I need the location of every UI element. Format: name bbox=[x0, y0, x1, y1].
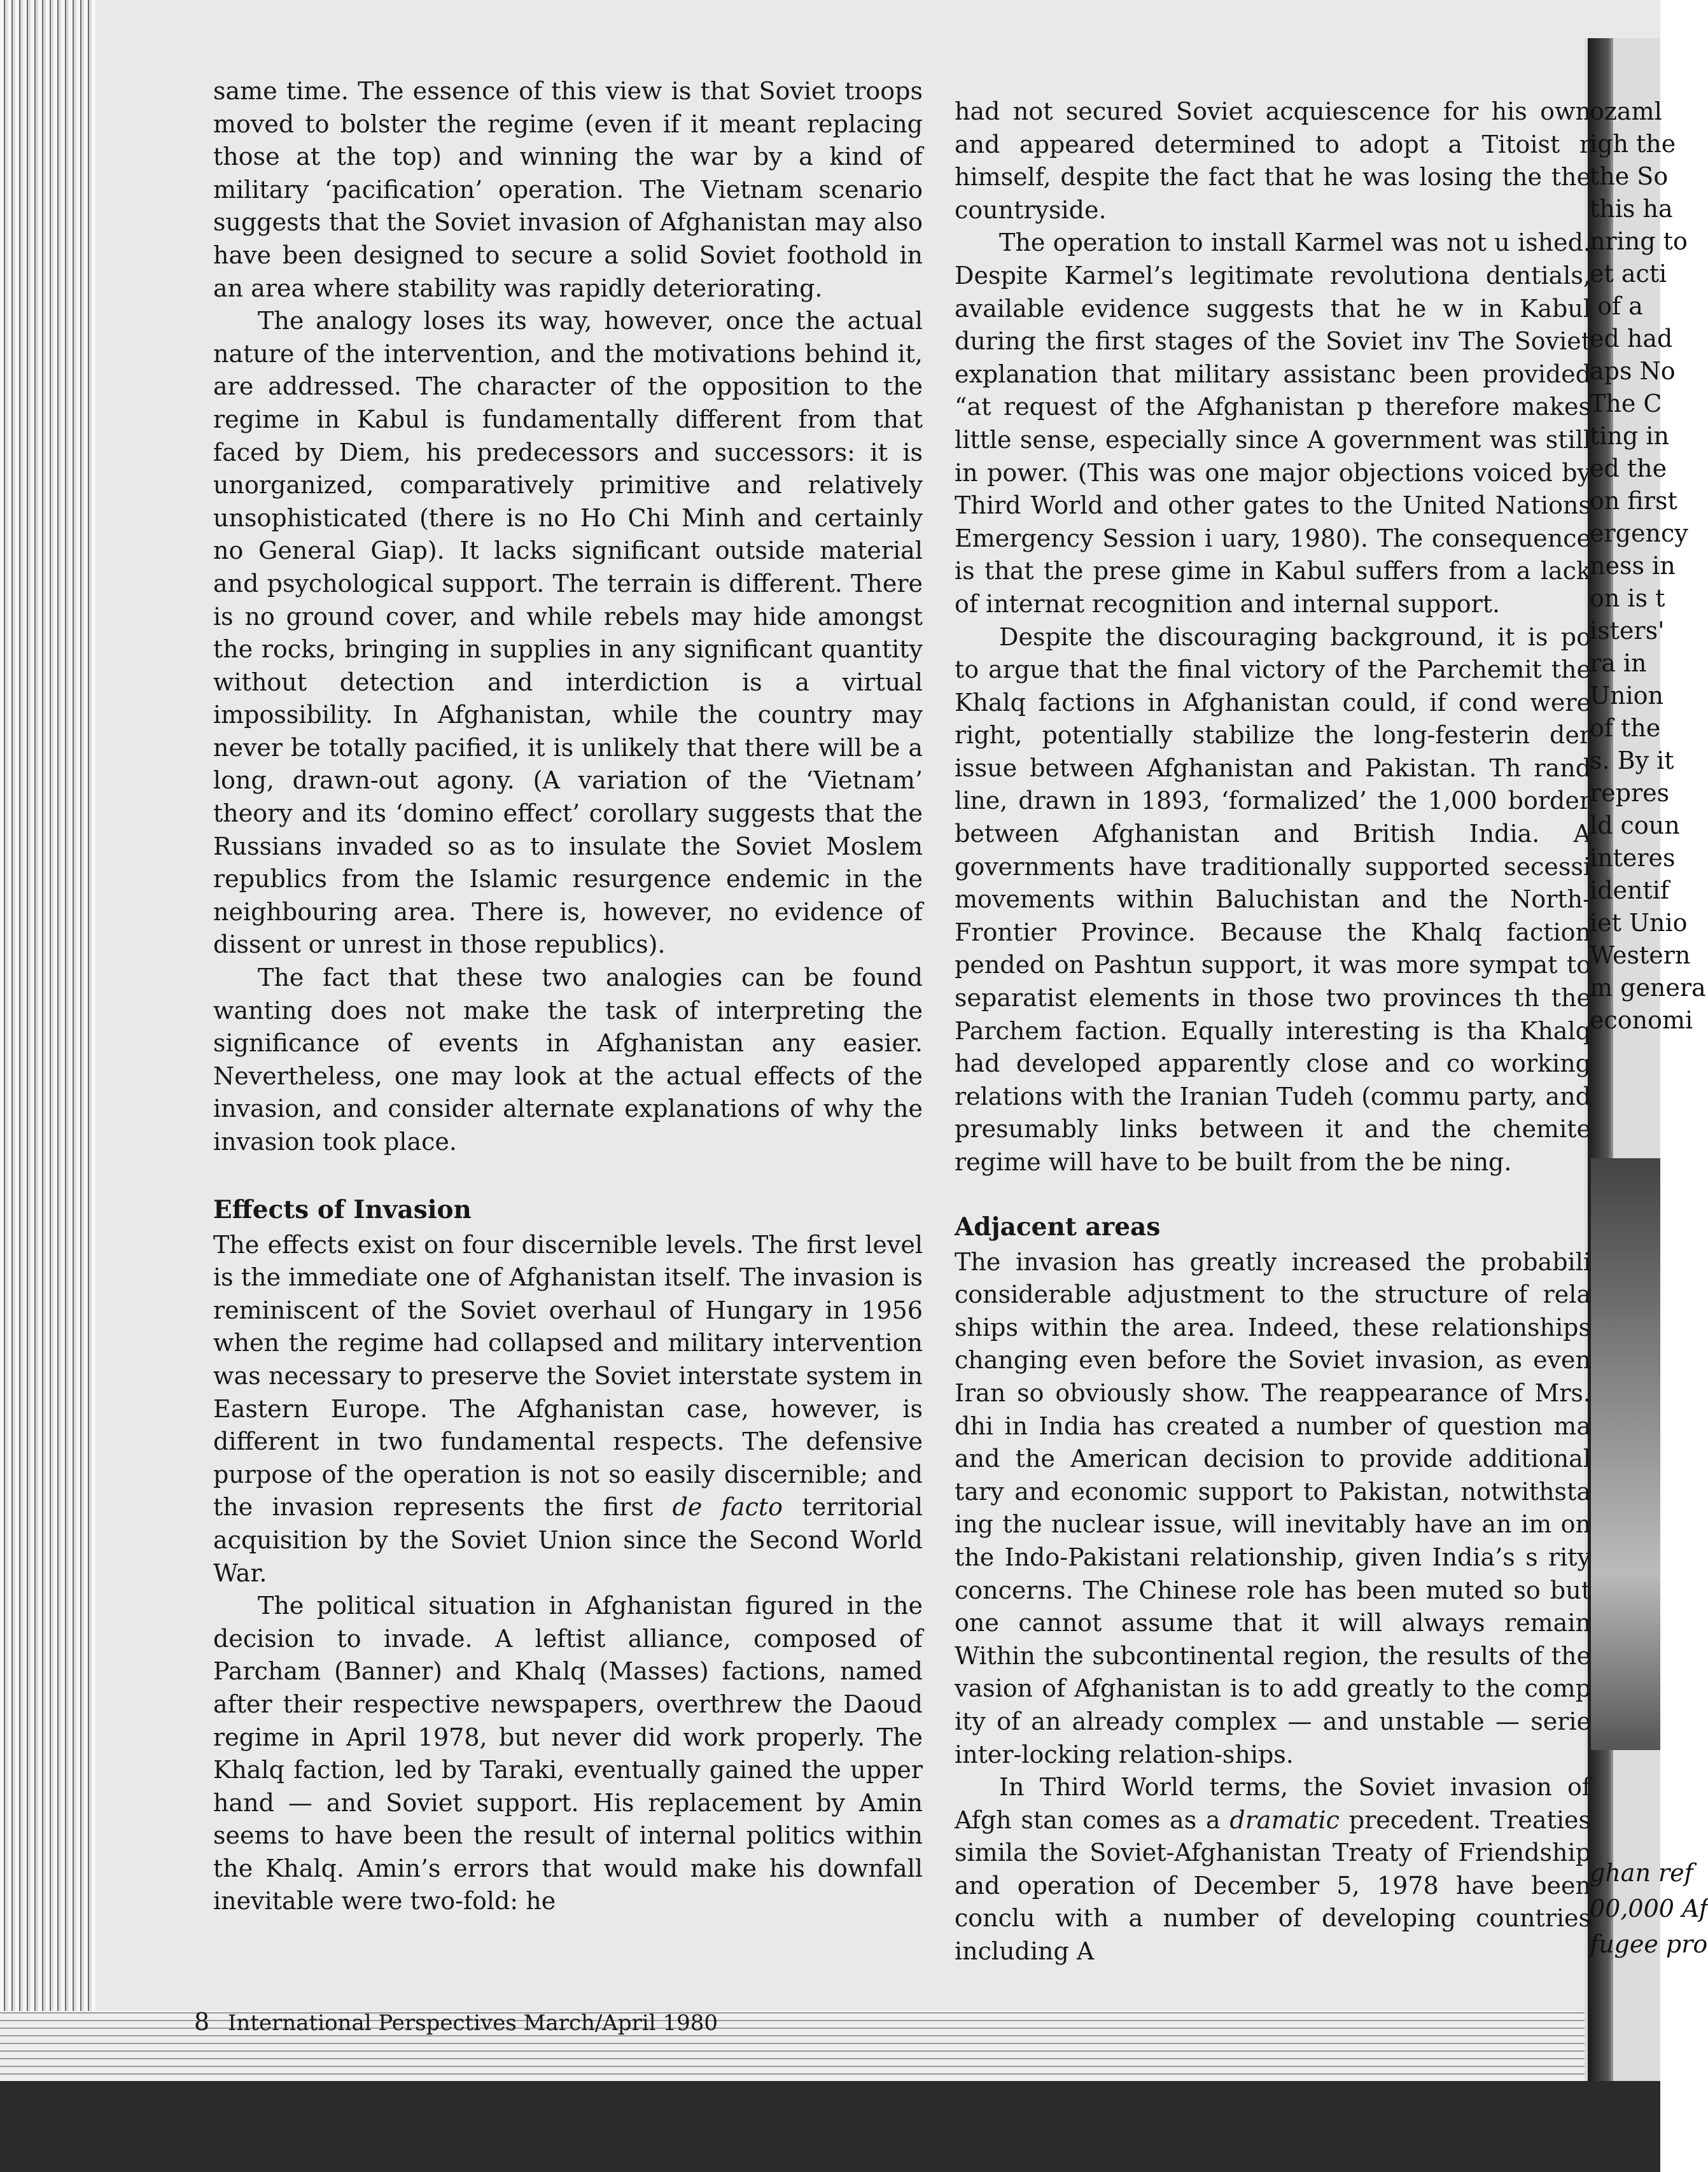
paragraph: had not secured Soviet acquiescence for his own and appeared determined to adopt a Titoist r himself, despite the fact that he was losing the the countryside. bbox=[955, 97, 1591, 224]
paragraph: The fact that these two analogies can be found wanting does not make the task of interpreting the significance of events in Afghanistan any easier. Nevertheless, one may look at the actual effects of the invasion, and consider alternate explanations of why the invasion took place. bbox=[213, 963, 923, 1156]
scan-bottom-border bbox=[0, 2081, 1660, 2172]
paragraph: In Third World terms, the Soviet invasion of Afgh stan comes as a dramatic precedent. Treaties simila the Soviet-Afghanistan Treaty of Friendship and operation of December 5, 1978 have been conclu with a number of developing countries including A bbox=[955, 1773, 1591, 1966]
page-edges bbox=[0, 0, 95, 2172]
insert-strip-text-upper: ozaml igh the the So this ha nring to et acti of a ed had aps No The C ting in ed the on first ergency ness in on is t isters' ra in Union of the s. By it repres ld coun interes identif iet Unio Western m genera economi bbox=[1590, 97, 1706, 1034]
page-number: 8 bbox=[194, 2008, 210, 2036]
paragraph: The invasion has greatly increased the probabili considerable adjustment to the structure of rela ships within the area. Indeed, these relationships changing even before the Soviet invasion, as even Iran so obviously show. The reappearance of Mrs. dhi in India has created a number of question ma and the American decision to provide additional tary and economic support to Pakistan, notwithsta ing the nuclear issue, will inevitably have an im on the Indo-Pakistani relationship, given India’s s rity concerns. The Chinese role has been muted so but one cannot assume that it will always remain Within the subcontinental region, the results of the vasion of Afghanistan is to add greatly to the comp ity of an already complex — and unstable — serie inter-locking relation-ships. bbox=[955, 1247, 1591, 1769]
paragraph: The political situation in Afghanistan figured in the decision to invade. A leftist alliance, composed of Parcham (Banner) and Khalq (Masses) factions, named after their respective newspapers, overthrew the Daoud regime in April 1978, but never did work properly. The Khalq faction, led by Taraki, eventually gained the upper hand — and Soviet support. His replacement by Amin seems to have been the result of internal politics within the Khalq. Amin’s errors that would make his downfall inevitable were two-fold: he bbox=[213, 1592, 923, 1916]
paragraph: The operation to install Karmel was not u ished. Despite Karmel’s legitimate revolutiona dentials, available evidence suggests that he w in Kabul during the first stages of the Soviet inv The Soviet explanation that military assistanc been provided “at request of the Afghanistan p therefore makes little sense, especially since A government was still in power. (This was one major objections voiced by Third World and other gates to the United Nations Emergency Session i uary, 1980). The consequence is that the prese gime in Kabul suffers from a lack of internat recognition and internal support. bbox=[955, 228, 1591, 618]
publication-title: International Perspectives March/April 1980 bbox=[228, 2010, 718, 2036]
right-column bbox=[955, 95, 1591, 1968]
paragraph: same time. The essence of this view is that Soviet troops moved to bolster the regime (even if it meant replacing those at the top) and winning the war by a kind of military ‘pacification’ operation. The Vietnam scenario suggests that the Soviet invasion of Afghanistan may also have been designed to secure a solid Soviet foothold in an area where stability was rapidly deteriorating. bbox=[213, 77, 923, 302]
paragraph: Despite the discouraging background, it is po to argue that the final victory of the Parchemit the Khalq factions in Afghanistan could, if cond were right, potentially stabilize the long-festerin der issue between Afghanistan and Pakistan. Th rand line, drawn in 1893, ‘formalized’ the 1,000 border between Afghanistan and British India. A governments have traditionally supported secessi movements within Baluchistan and the North- Frontier Province. Because the Khalq faction pended on Pashtun support, it was more sympat to separatist elements in those two provinces th the Parchem faction. Equally interesting is tha Khalq had developed apparently close and co working relations with the Iranian Tudeh (commu party, and presumably links between it and the chemite regime will have to be built from the be ning. bbox=[955, 622, 1591, 1176]
section-heading-effects: Effects of Invasion bbox=[213, 1195, 472, 1224]
page-footer bbox=[194, 2008, 926, 2036]
section-heading-adjacent: Adjacent areas bbox=[955, 1212, 1161, 1242]
insert-strip-text-lower: ghan ref 00,000 Af fugee pro bbox=[1590, 1859, 1708, 1958]
left-column bbox=[213, 75, 923, 1918]
insert-photo bbox=[1591, 1158, 1660, 1750]
paragraph: The effects exist on four discernible levels. The first level is the immediate one of Afghanistan itself. The invasion is reminiscent of the Soviet overhaul of Hungary in 1956 when the regime had collapsed and military intervention was necessary to preserve the Soviet interstate system in Eastern Europe. The Afghanistan case, however, is different in two fundamental respects. The defensive purpose of the operation is not so easily discernible; and the invasion represents the first de facto territorial acquisition by the Soviet Union since the Second World War. bbox=[213, 1230, 923, 1587]
paragraph: The analogy loses its way, however, once the actual nature of the intervention, and the motivations behind it, are addressed. The character of the opposition to the regime in Kabul is fundamentally different from that faced by Diem, his predecessors and successors: it is unorganized, comparatively primitive and relatively unsophisticated (there is no Ho Chi Minh and certainly no General Giap). It lacks significant outside material and psychological support. The terrain is different. There is no ground cover, and while rebels may hide amongst the rocks, bringing in supplies in any significant quantity without detection and interdiction is a virtual impossibility. In Afghanistan, while the country may never be totally pacified, it is unlikely that there will be a long, drawn-out agony. (A variation of the ‘Vietnam’ theory and its ‘domino effect’ corollary suggests that the Russians invaded so as to insulate the Soviet Moslem republics from the Islamic resurgence endemic in the neighbouring area. There is, however, no evidence of dissent or unrest in those republics). bbox=[213, 307, 923, 959]
